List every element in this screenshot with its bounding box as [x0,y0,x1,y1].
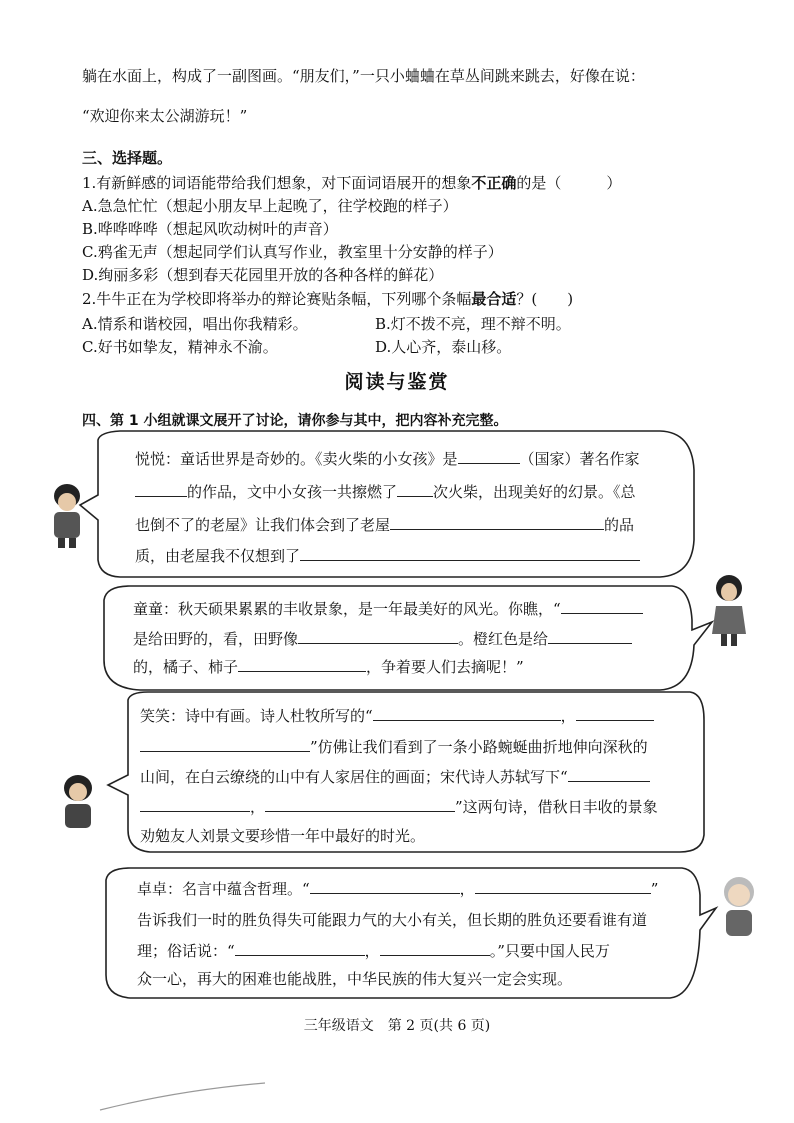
bubble2-text: 是给田野的，看，田野像 [133,630,299,648]
answer-blank[interactable] [568,766,650,782]
answer-blank[interactable] [373,705,561,721]
q1-stem-bold: 不正确 [471,174,517,192]
bubble1-text: 质，由老屋我不仅想到了 [135,547,301,565]
intro-line-1: 躺在水面上，构成了一副图画。“朋友们，”一只小蛐蛐在草丛间跳来跳去，好像在说： [82,67,645,85]
q1-option-b: B.哗哗哗哗（想起风吹动树叶的声音） [82,220,338,238]
bubble2-text: 的，橘子、柿子 [133,658,239,676]
answer-blank[interactable] [135,481,187,497]
answer-blank[interactable] [397,481,433,497]
answer-blank[interactable] [475,878,651,894]
answer-blank[interactable] [265,796,455,812]
bubble2-line3 [133,656,524,678]
answer-blank[interactable] [298,628,458,644]
bubble3-text: ， [560,707,576,725]
bubble4-line3 [137,940,610,962]
q2-stem-b: ？( ) [516,290,574,308]
bubble1-line1 [135,448,640,470]
bubble3-text: ”这两句诗，借秋日丰收的景象 [455,798,658,816]
bubble4-text: 理；俗话说：“ [137,942,235,960]
bubble2-text: ，争着要人们去摘呢！” [366,658,524,676]
reading-section-title: 阅读与鉴赏 [344,371,450,393]
bubble3-line2 [140,736,648,758]
bubble3-text: 山间，在白云缭绕的山中有人家居住的画面；宋代诗人苏轼写下“ [140,768,568,786]
answer-blank[interactable] [561,598,643,614]
boy2-avatar-icon [717,874,761,944]
girl-avatar-icon [708,572,750,650]
bubble1-text: 悦悦：童话世界是奇妙的。《卖火柴的小女孩》是 [135,450,458,468]
bubble1-line4 [135,545,640,567]
bubble1-line2 [135,481,636,503]
bubble3-line3 [140,766,650,788]
scan-smudge [100,1083,265,1110]
answer-blank[interactable] [238,656,366,672]
bubble4-line4: 众一心，再大的困难也能战胜，中华民族的伟大复兴一定会实现。 [137,970,573,988]
q2-stem-a: 2.牛牛正在为学校即将举办的辩论赛贴条幅，下列哪个条幅 [82,290,472,308]
bubble4-line1 [137,878,658,900]
bubble3-line4 [140,796,658,818]
bubble2-line2 [133,628,632,650]
bubble4-line2: 告诉我们一时的胜负得失可能跟力气的大小有关，但长期的胜负还要看谁有道 [137,911,648,929]
girl2-avatar-icon [55,772,101,832]
answer-blank[interactable] [380,940,490,956]
q2-option-a: A.情系和谐校园，唱出你我精彩。 [82,315,308,333]
bubble4-text: ， [364,942,380,960]
answer-blank[interactable] [310,878,460,894]
bubble4-text: ” [650,880,659,898]
answer-blank[interactable] [140,796,250,812]
q1-option-a: A.急急忙忙（想起小朋友早上起晚了，往学校跑的样子） [82,197,458,215]
bubble3-text: ， [250,798,266,816]
section-4-title: 四、第 1 小组就课文展开了讨论，请你参与其中，把内容补充完整。 [82,413,508,429]
bubble3-line5: 劝勉友人刘景文要珍惜一年中最好的时光。 [140,827,426,845]
bubble2-text: 。橙红色是给 [458,630,549,648]
q2-stem [82,288,573,310]
q1-option-c: C.鸦雀无声（想起同学们认真写作业，教室里十分安静的样子） [82,243,503,261]
bubble4-text: 卓卓：名言中蕴含哲理。“ [137,880,310,898]
q2-option-b: B.灯不拨不亮，理不辩不明。 [375,315,571,333]
bubble1-text: 也倒不了的老屋》让我们体会到了老屋 [135,516,391,534]
answer-blank[interactable] [576,705,654,721]
bubble2-line1 [133,598,643,620]
boy-avatar-icon [42,480,92,550]
bubble1-line3 [135,514,634,536]
q1-stem-b: 的是（ ） [516,174,622,192]
q1-option-d: D.绚丽多彩（想到春天花园里开放的各种各样的鲜花） [82,266,444,284]
bubble3-text: 笑笑：诗中有画。诗人杜牧所写的“ [140,707,373,725]
bubble1-text: 的作品，文中小女孩一共擦燃了 [187,483,398,501]
bubble1-text: 次火柴，出现美好的幻景。《总 [433,483,636,501]
intro-line-2: “欢迎你来太公湖游玩！” [82,107,248,125]
bubble3-text: ”仿佛让我们看到了一条小路蜿蜒曲折地伸向深秋的 [310,738,648,756]
page-footer: 三年级语文 第 2 页(共 6 页) [303,1018,491,1034]
q1-stem-a: 1.有新鲜感的词语能带给我们想象，对下面词语展开的想象 [82,174,472,192]
bubble1-text: 的品 [604,516,635,534]
q2-option-c: C.好书如挚友，精神永不渝。 [82,338,278,356]
answer-blank[interactable] [548,628,632,644]
bubble1-text: （国家）著名作家 [519,450,640,468]
bubble4-text: 。”只要中国人民万 [489,942,610,960]
answer-blank[interactable] [140,736,310,752]
answer-blank[interactable] [458,448,520,464]
answer-blank[interactable] [390,514,604,530]
q2-option-d: D.人心齐，泰山移。 [375,338,512,356]
bubble2-text: 童童：秋天硕果累累的丰收景象，是一年最美好的风光。你瞧，“ [133,600,561,618]
bubble3-line1 [140,705,654,727]
section-3-title: 三、选择题。 [82,149,173,167]
answer-blank[interactable] [235,940,365,956]
answer-blank[interactable] [300,545,640,561]
bubble4-text: ， [459,880,475,898]
q1-stem [82,172,621,194]
q2-stem-bold: 最合适 [471,290,517,308]
